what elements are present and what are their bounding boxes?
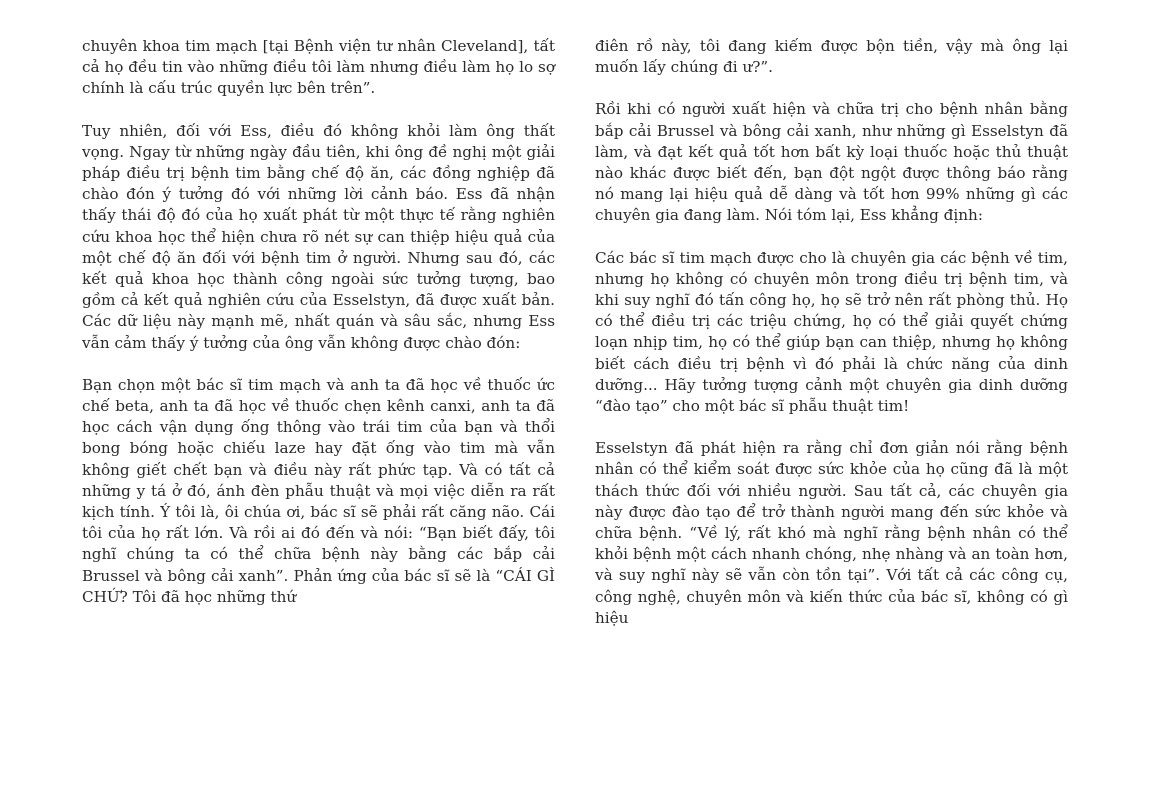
paragraph: Rồi khi có người xuất hiện và chữa trị cho bệnh nhân bằng bắp cải Brussel và bông cải xanh, như những gì Esselstyn đã làm, và đạt kết quả tốt hơn bất kỳ loại thuốc hoặc thủ thuật nào khác được biết đến, bạn đột ngột được thông báo rằng nó mang lại hiệu quả dễ dàng và tốt hơn 99% những gì các chuyên gia đang làm. Nói tóm lại, Ess khẳng định: [595,100,1068,225]
paragraph: Esselstyn đã phát hiện ra rằng chỉ đơn giản nói rằng bệnh nhân có thể kiểm soát được sức khỏe của họ cũng đã là một thách thức đối với nhiều người. Sau tất cả, các chuyên gia này được đào tạo để trở thành người mang đến sức khỏe và chữa bệnh. “Về lý, rất khó mà nghĩ rằng bệnh nhân có thể khỏi bệnh một cách nhanh chóng, nhẹ nhàng và an toàn hơn, và suy nghĩ này sẽ vẫn còn tồn tại”. Với tất cả các công cụ, công nghệ, chuyên môn và kiến thức của bác sĩ, không có gì hiệu [595,439,1068,627]
right-column [595,36,1068,629]
quote-paragraph: Các bác sĩ tim mạch được cho là chuyên gia các bệnh về tim, nhưng họ không có chuyên môn trong điều trị bệnh tim, và khi suy nghĩ đó tấn công họ, họ sẽ trở nên rất phòng thủ. Họ có thể điều trị các triệu chứng, họ có thể giải quyết chứng loạn nhịp tim, họ có thể giúp bạn can thiệp, nhưng họ không biết cách điều trị bệnh vì đó phải là chức năng của dinh dưỡng... Hãy tưởng tượng cảnh một chuyên gia dinh dưỡng “đào tạo” cho một bác sĩ phẫu thuật tim! [595,248,1068,416]
paragraph: Tuy nhiên, đối với Ess, điều đó không khỏi làm ông thất vọng. Ngay từ những ngày đầu tiên, khi ông đề nghị một giải pháp điều trị bệnh tim bằng chế độ ăn, các đồng nghiệp đã chào đón ý tưởng đó với những lời cảnh báo. Ess đã nhận thấy thái độ đó của họ xuất phát từ một thực tế rằng nghiên cứu khoa học thể hiện chưa rõ nét sự can thiệp hiệu quả của một chế độ ăn đối với bệnh tim ở người. Nhưng sau đó, các kết quả khoa học thành công ngoài sức tưởng tượng, bao gồm cả kết quả nghiên cứu của Esselstyn, đã được xuất bản. Các dữ liệu này mạnh mẽ, nhất quán và sâu sắc, nhưng Ess vẫn cảm thấy ý tưởng của ông vẫn không được chào đón: [82,121,555,352]
left-column [82,36,555,608]
paragraph: chuyên khoa tim mạch [tại Bệnh viện tư nhân Cleveland], tất cả họ đều tin vào những điều tôi làm nhưng điều làm họ lo sợ chính là cấu trúc quyền lực bên trên”. [82,37,555,98]
quote-paragraph: Bạn chọn một bác sĩ tim mạch và anh ta đã học về thuốc ức chế beta, anh ta đã học về thuốc chẹn kênh canxi, anh ta đã học cách vận dụng ống thông vào trái tim của bạn và thổi bong bóng hoặc chiếu laze hay đặt ống vào tim mà vẫn không giết chết bạn và điều này rất phức tạp. Và có tất cả những y tá ở đó, ánh đèn phẫu thuật và mọi việc diễn ra rất kịch tính. Ý tôi là, ôi chúa ơi, bác sĩ sẽ phải rất căng não. Cái tôi của họ rất lớn. Và rồi ai đó đến và nói: “Bạn biết đấy, tôi nghĩ chúng ta có thể chữa bệnh này bằng các bắp cải Brussel và bông cải xanh”. Phản ứng của bác sĩ sẽ là “CÁI GÌ CHỨ? Tôi đã học những thứ [82,375,555,606]
quote-paragraph: điên rồ này, tôi đang kiếm được bộn tiền, vậy mà ông lại muốn lấy chúng đi ư?”. [595,37,1068,77]
